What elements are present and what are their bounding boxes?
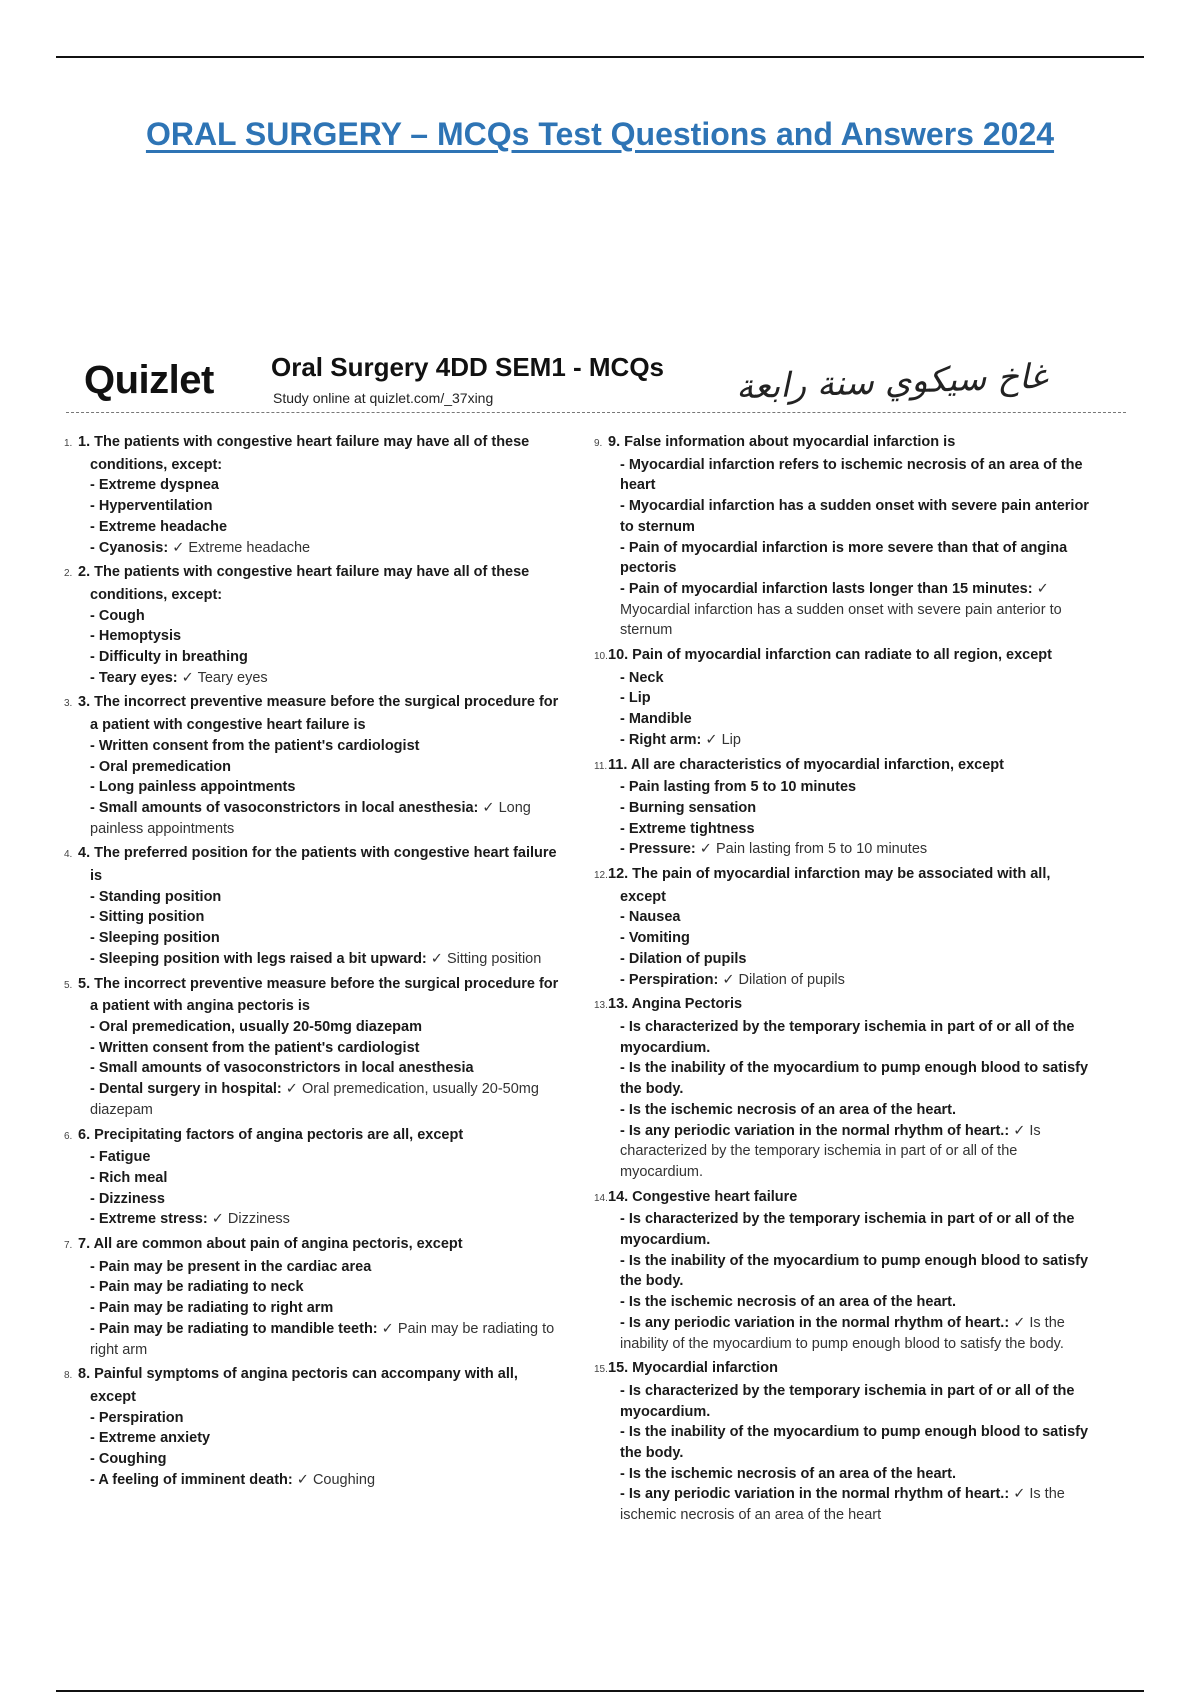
question-text [64, 843, 564, 886]
answer-option [64, 1408, 564, 1429]
question-stem: 11. All are characteristics of myocardial infarction, except [608, 756, 1004, 773]
document-title: ORAL SURGERY – MCQs Test Questions and Answers 2024 [145, 116, 1055, 152]
answer-text: Oral premedication, usually 20-50mg diazepam [90, 1081, 539, 1118]
answer-option [594, 949, 1094, 970]
correct-answer [427, 951, 542, 967]
answer-option [64, 1428, 564, 1449]
option-text: - Cyanosis: [90, 539, 169, 556]
question-stem: 2. The patients with congestive heart failure may have all of these conditions, except: [78, 564, 530, 603]
correct-answer [696, 841, 927, 857]
question-item [594, 864, 1094, 990]
answer-option [64, 1147, 564, 1168]
question-item [64, 843, 564, 969]
answer-option [64, 1470, 564, 1491]
answer-text: Dilation of pupils [738, 971, 845, 988]
quizlet-header [56, 340, 1126, 414]
check-icon: ✓ [381, 1320, 394, 1337]
question-text [64, 1125, 564, 1148]
answer-option [64, 1058, 564, 1079]
option-text: - Burning sensation [620, 799, 757, 816]
option-text: - Standing position [90, 888, 222, 905]
answer-option [64, 928, 564, 949]
option-text: - Written consent from the patient's cardiologist [90, 1039, 420, 1056]
option-text: - Sitting position [90, 909, 205, 926]
option-text: - Oral premedication [90, 758, 232, 775]
answer-option [594, 1422, 1094, 1463]
answer-option [64, 606, 564, 627]
question-text [594, 1187, 1094, 1210]
answer-text: Dizziness [227, 1211, 290, 1228]
answer-option [64, 1449, 564, 1470]
answer-option [64, 1038, 564, 1059]
question-text [594, 994, 1094, 1017]
option-text: - Pain may be radiating to mandible teeth: [90, 1320, 378, 1337]
question-number: 13. [594, 1000, 608, 1012]
answer-option [594, 1251, 1094, 1292]
answer-option [594, 1121, 1094, 1183]
answer-option [64, 517, 564, 538]
question-item [64, 1125, 564, 1231]
option-text: - Dental surgery in hospital: [90, 1081, 282, 1098]
option-text: - Pain may be radiating to neck [90, 1279, 304, 1296]
check-icon: ✓ [1013, 1314, 1026, 1331]
answer-text: Is the ischemic necrosis of an area of the heart [620, 1486, 1065, 1524]
correct-answer [208, 1211, 290, 1227]
answer-option [64, 647, 564, 668]
question-item [64, 974, 564, 1121]
answer-option [594, 907, 1094, 928]
quizlet-logo: Quizlet [84, 358, 214, 402]
answer-option [594, 668, 1094, 689]
option-text: - Pain may be present in the cardiac area [90, 1258, 372, 1275]
handwritten-signature: غاخ سيكوي سنة رابعة [735, 356, 1048, 408]
option-text: - Is the ischemic necrosis of an area of the heart. [620, 1294, 957, 1311]
question-item [64, 1234, 564, 1360]
question-item [594, 994, 1094, 1182]
option-text: - Extreme tightness [620, 820, 755, 837]
option-text: - Myocardial infarction refers to ischemic necrosis of an area of the heart [620, 456, 1083, 494]
option-text: - Nausea [620, 909, 681, 926]
option-text: - Rich meal [90, 1169, 168, 1186]
question-item [64, 692, 564, 839]
answer-option [64, 668, 564, 689]
answer-option [64, 1319, 564, 1360]
option-text: - Long painless appointments [90, 779, 296, 796]
answer-option [64, 1209, 564, 1230]
question-text [64, 1364, 564, 1407]
check-icon: ✓ [430, 950, 443, 967]
answer-option [64, 907, 564, 928]
answer-option [64, 777, 564, 798]
top-rule [56, 56, 1144, 58]
question-stem: 15. Myocardial infarction [608, 1360, 779, 1377]
option-text: - Is the ischemic necrosis of an area of the heart. [620, 1101, 957, 1118]
answer-text: Coughing [312, 1471, 376, 1488]
answer-option [64, 1079, 564, 1120]
option-text: - Extreme anxiety [90, 1430, 211, 1447]
question-stem: 10. Pain of myocardial infarction can radiate to all region, except [608, 647, 1052, 664]
option-text: - A feeling of imminent death: [90, 1471, 293, 1488]
answer-option [64, 1189, 564, 1210]
question-number: 6. [64, 1130, 73, 1142]
answer-option [64, 949, 564, 970]
answer-option [594, 496, 1094, 537]
answer-text: Lip [721, 731, 741, 748]
correct-answer [168, 540, 310, 556]
option-text: - Is any periodic variation in the normal rhythm of heart.: [620, 1122, 1010, 1139]
answer-option [594, 1464, 1094, 1485]
question-text [64, 692, 564, 735]
option-text: - Sleeping position [90, 930, 220, 947]
answer-option [594, 839, 1094, 860]
option-text: - Small amounts of vasoconstrictors in local anesthesia [90, 1060, 474, 1077]
answer-option [64, 736, 564, 757]
check-icon: ✓ [705, 731, 718, 748]
option-text: - Neck [620, 669, 664, 686]
option-text: - Sleeping position with legs raised a bit upward: [90, 950, 427, 967]
answer-option [594, 730, 1094, 751]
question-number: 7. [64, 1240, 73, 1252]
check-icon: ✓ [1013, 1122, 1026, 1139]
option-text: - Mandible [620, 711, 692, 728]
option-text: - Written consent from the patient's cardiologist [90, 737, 420, 754]
answer-option [594, 688, 1094, 709]
answer-text: Teary eyes [197, 669, 268, 686]
option-text: - Difficulty in breathing [90, 649, 248, 666]
question-item [594, 755, 1094, 861]
question-number: 5. [64, 979, 73, 991]
question-stem: 3. The incorrect preventive measure before the surgical procedure for a patient with congestive heart failure is [78, 694, 559, 734]
answer-option [64, 475, 564, 496]
option-text: - Is the inability of the myocardium to pump enough blood to satisfy the body. [620, 1424, 1089, 1462]
option-text: - Perspiration [90, 1409, 184, 1426]
question-number: 9. [594, 438, 603, 449]
option-text: - Extreme headache [90, 518, 228, 535]
option-text: - Is characterized by the temporary ischemia in part of or all of the myocardium. [620, 1211, 1075, 1249]
answer-option [64, 496, 564, 517]
option-text: - Dilation of pupils [620, 950, 747, 967]
question-stem: 9. False information about myocardial infarction is [608, 434, 956, 450]
option-text: - Extreme dyspnea [90, 477, 219, 494]
option-text: - Pain lasting from 5 to 10 minutes [620, 779, 857, 796]
option-text: - Extreme stress: [90, 1211, 208, 1228]
answer-option [594, 1058, 1094, 1099]
question-text [594, 1358, 1094, 1381]
option-text: - Is characterized by the temporary ischemia in part of or all of the myocardium. [620, 1382, 1075, 1420]
question-number: 1. [64, 438, 73, 449]
option-text: - Is the ischemic necrosis of an area of the heart. [620, 1465, 957, 1482]
option-text: - Dizziness [90, 1190, 165, 1207]
question-item [64, 562, 564, 688]
question-text [594, 432, 1094, 455]
question-stem: 1. The patients with congestive heart failure may have all of these conditions, except: [78, 434, 530, 473]
question-number: 3. [64, 698, 73, 710]
answer-option [64, 1257, 564, 1278]
question-stem: 4. The preferred position for the patients with congestive heart failure is [78, 845, 557, 885]
answer-text: Is characterized by the temporary ischemia in part of or all of the myocardium. [620, 1122, 1041, 1180]
option-text: - Pain may be radiating to right arm [90, 1300, 334, 1317]
question-item [594, 1358, 1094, 1526]
answer-option [594, 928, 1094, 949]
answer-text: Long painless appointments [90, 799, 531, 837]
option-text: - Oral premedication, usually 20-50mg diazepam [90, 1018, 422, 1035]
check-icon: ✓ [211, 1211, 224, 1228]
left-column [64, 432, 564, 1494]
option-text: - Teary eyes: [90, 669, 178, 686]
question-number: 8. [64, 1370, 73, 1382]
answer-option [594, 1381, 1094, 1422]
question-number: 12. [594, 870, 608, 882]
answer-option [594, 970, 1094, 991]
option-text: - Hemoptysis [90, 628, 182, 645]
option-text: - Fatigue [90, 1149, 151, 1166]
question-stem: 8. Painful symptoms of angina pectoris can accompany with all, except [78, 1366, 518, 1405]
check-icon: ✓ [482, 799, 495, 816]
right-column [594, 432, 1094, 1530]
option-text: - Perspiration: [620, 971, 719, 988]
answer-option [594, 538, 1094, 579]
question-stem: 6. Precipitating factors of angina pectoris are all, except [78, 1126, 464, 1143]
answer-option [64, 757, 564, 778]
answer-option [594, 1313, 1094, 1354]
question-number: 11. [594, 760, 608, 772]
option-text: - Myocardial infarction has a sudden onset with severe pain anterior to sternum [620, 498, 1089, 535]
answer-option [594, 455, 1094, 496]
answer-option [594, 777, 1094, 798]
answer-option [64, 1168, 564, 1189]
answer-option [594, 798, 1094, 819]
answer-text: Sitting position [446, 950, 542, 967]
question-item [64, 1364, 564, 1490]
answer-option [594, 1017, 1094, 1058]
check-icon: ✓ [722, 971, 735, 988]
option-text: - Is the inability of the myocardium to pump enough blood to satisfy the body. [620, 1252, 1089, 1290]
option-text: - Coughing [90, 1451, 167, 1468]
question-stem: 13. Angina Pectoris [608, 996, 743, 1013]
quizlet-scan [56, 340, 1126, 1524]
question-item [594, 1187, 1094, 1355]
question-number: 10. [594, 651, 608, 663]
answer-option [594, 1100, 1094, 1121]
answer-option [64, 1298, 564, 1319]
check-icon: ✓ [1036, 580, 1049, 597]
check-icon: ✓ [181, 669, 194, 686]
answer-option [594, 709, 1094, 730]
header-rule [66, 412, 1126, 413]
study-online-link: Study online at quizlet.com/_37xing [273, 390, 494, 406]
check-icon: ✓ [1013, 1486, 1026, 1503]
answer-text: Is the inability of the myocardium to pump enough blood to satisfy the body. [620, 1314, 1065, 1352]
option-text: - Right arm: [620, 731, 702, 748]
option-text: - Pressure: [620, 841, 696, 858]
answer-option [64, 1277, 564, 1298]
correct-answer [178, 670, 268, 686]
question-text [594, 864, 1094, 907]
bottom-rule [56, 1690, 1144, 1692]
correct-answer [293, 1472, 375, 1488]
option-text: - Small amounts of vasoconstrictors in local anesthesia: [90, 799, 479, 816]
answer-text: Pain lasting from 5 to 10 minutes [715, 841, 928, 858]
check-icon: ✓ [699, 841, 712, 858]
answer-text: Myocardial infarction has a sudden onset with severe pain anterior to sternum [620, 601, 1062, 639]
answer-option [64, 538, 564, 559]
question-item [64, 432, 564, 558]
answer-option [594, 579, 1094, 641]
answer-option [594, 1292, 1094, 1313]
question-stem: 7. All are common about pain of angina pectoris, except [78, 1236, 463, 1253]
answer-option [64, 887, 564, 908]
question-item [594, 645, 1094, 751]
correct-answer [718, 972, 845, 988]
answer-option [64, 1017, 564, 1038]
question-number: 15. [594, 1364, 608, 1376]
answer-option [594, 819, 1094, 840]
option-text: - Is any periodic variation in the normal rhythm of heart.: [620, 1314, 1010, 1331]
question-text [64, 974, 564, 1017]
question-stem: 12. The pain of myocardial infarction may be associated with all, except [608, 866, 1051, 905]
question-stem: 14. Congestive heart failure [608, 1188, 798, 1205]
option-text: - Lip [620, 690, 651, 707]
correct-answer [701, 732, 741, 748]
option-text: - Is any periodic variation in the normal rhythm of heart.: [620, 1486, 1010, 1503]
answer-option [594, 1209, 1094, 1250]
answer-option [64, 798, 564, 839]
question-text [64, 1234, 564, 1257]
check-icon: ✓ [172, 539, 185, 556]
option-text: - Is the inability of the myocardium to pump enough blood to satisfy the body. [620, 1060, 1089, 1098]
question-text [594, 755, 1094, 778]
option-text: - Hyperventilation [90, 498, 213, 515]
option-text: - Cough [90, 607, 145, 624]
question-number: 4. [64, 849, 73, 861]
answer-text: Pain may be radiating to right arm [90, 1320, 555, 1358]
answer-option [594, 1484, 1094, 1525]
question-item [594, 432, 1094, 641]
set-title: Oral Surgery 4DD SEM1 - MCQs [271, 352, 664, 382]
check-icon: ✓ [285, 1081, 298, 1098]
answer-option [64, 626, 564, 647]
option-text: - Is characterized by the temporary ischemia in part of or all of the myocardium. [620, 1018, 1075, 1056]
question-text [64, 432, 564, 475]
answer-text: Extreme headache [188, 539, 311, 556]
question-text [64, 562, 564, 605]
check-icon: ✓ [296, 1471, 309, 1488]
question-number: 2. [64, 568, 73, 580]
option-text: - Pain of myocardial infarction is more severe than that of angina pectoris [620, 539, 1068, 577]
question-stem: 5. The incorrect preventive measure before the surgical procedure for a patient with angina pectoris is [78, 975, 559, 1015]
question-text [594, 645, 1094, 668]
option-text: - Pain of myocardial infarction lasts longer than 15 minutes: [620, 580, 1033, 597]
question-number: 14. [594, 1192, 608, 1204]
option-text: - Vomiting [620, 930, 690, 947]
